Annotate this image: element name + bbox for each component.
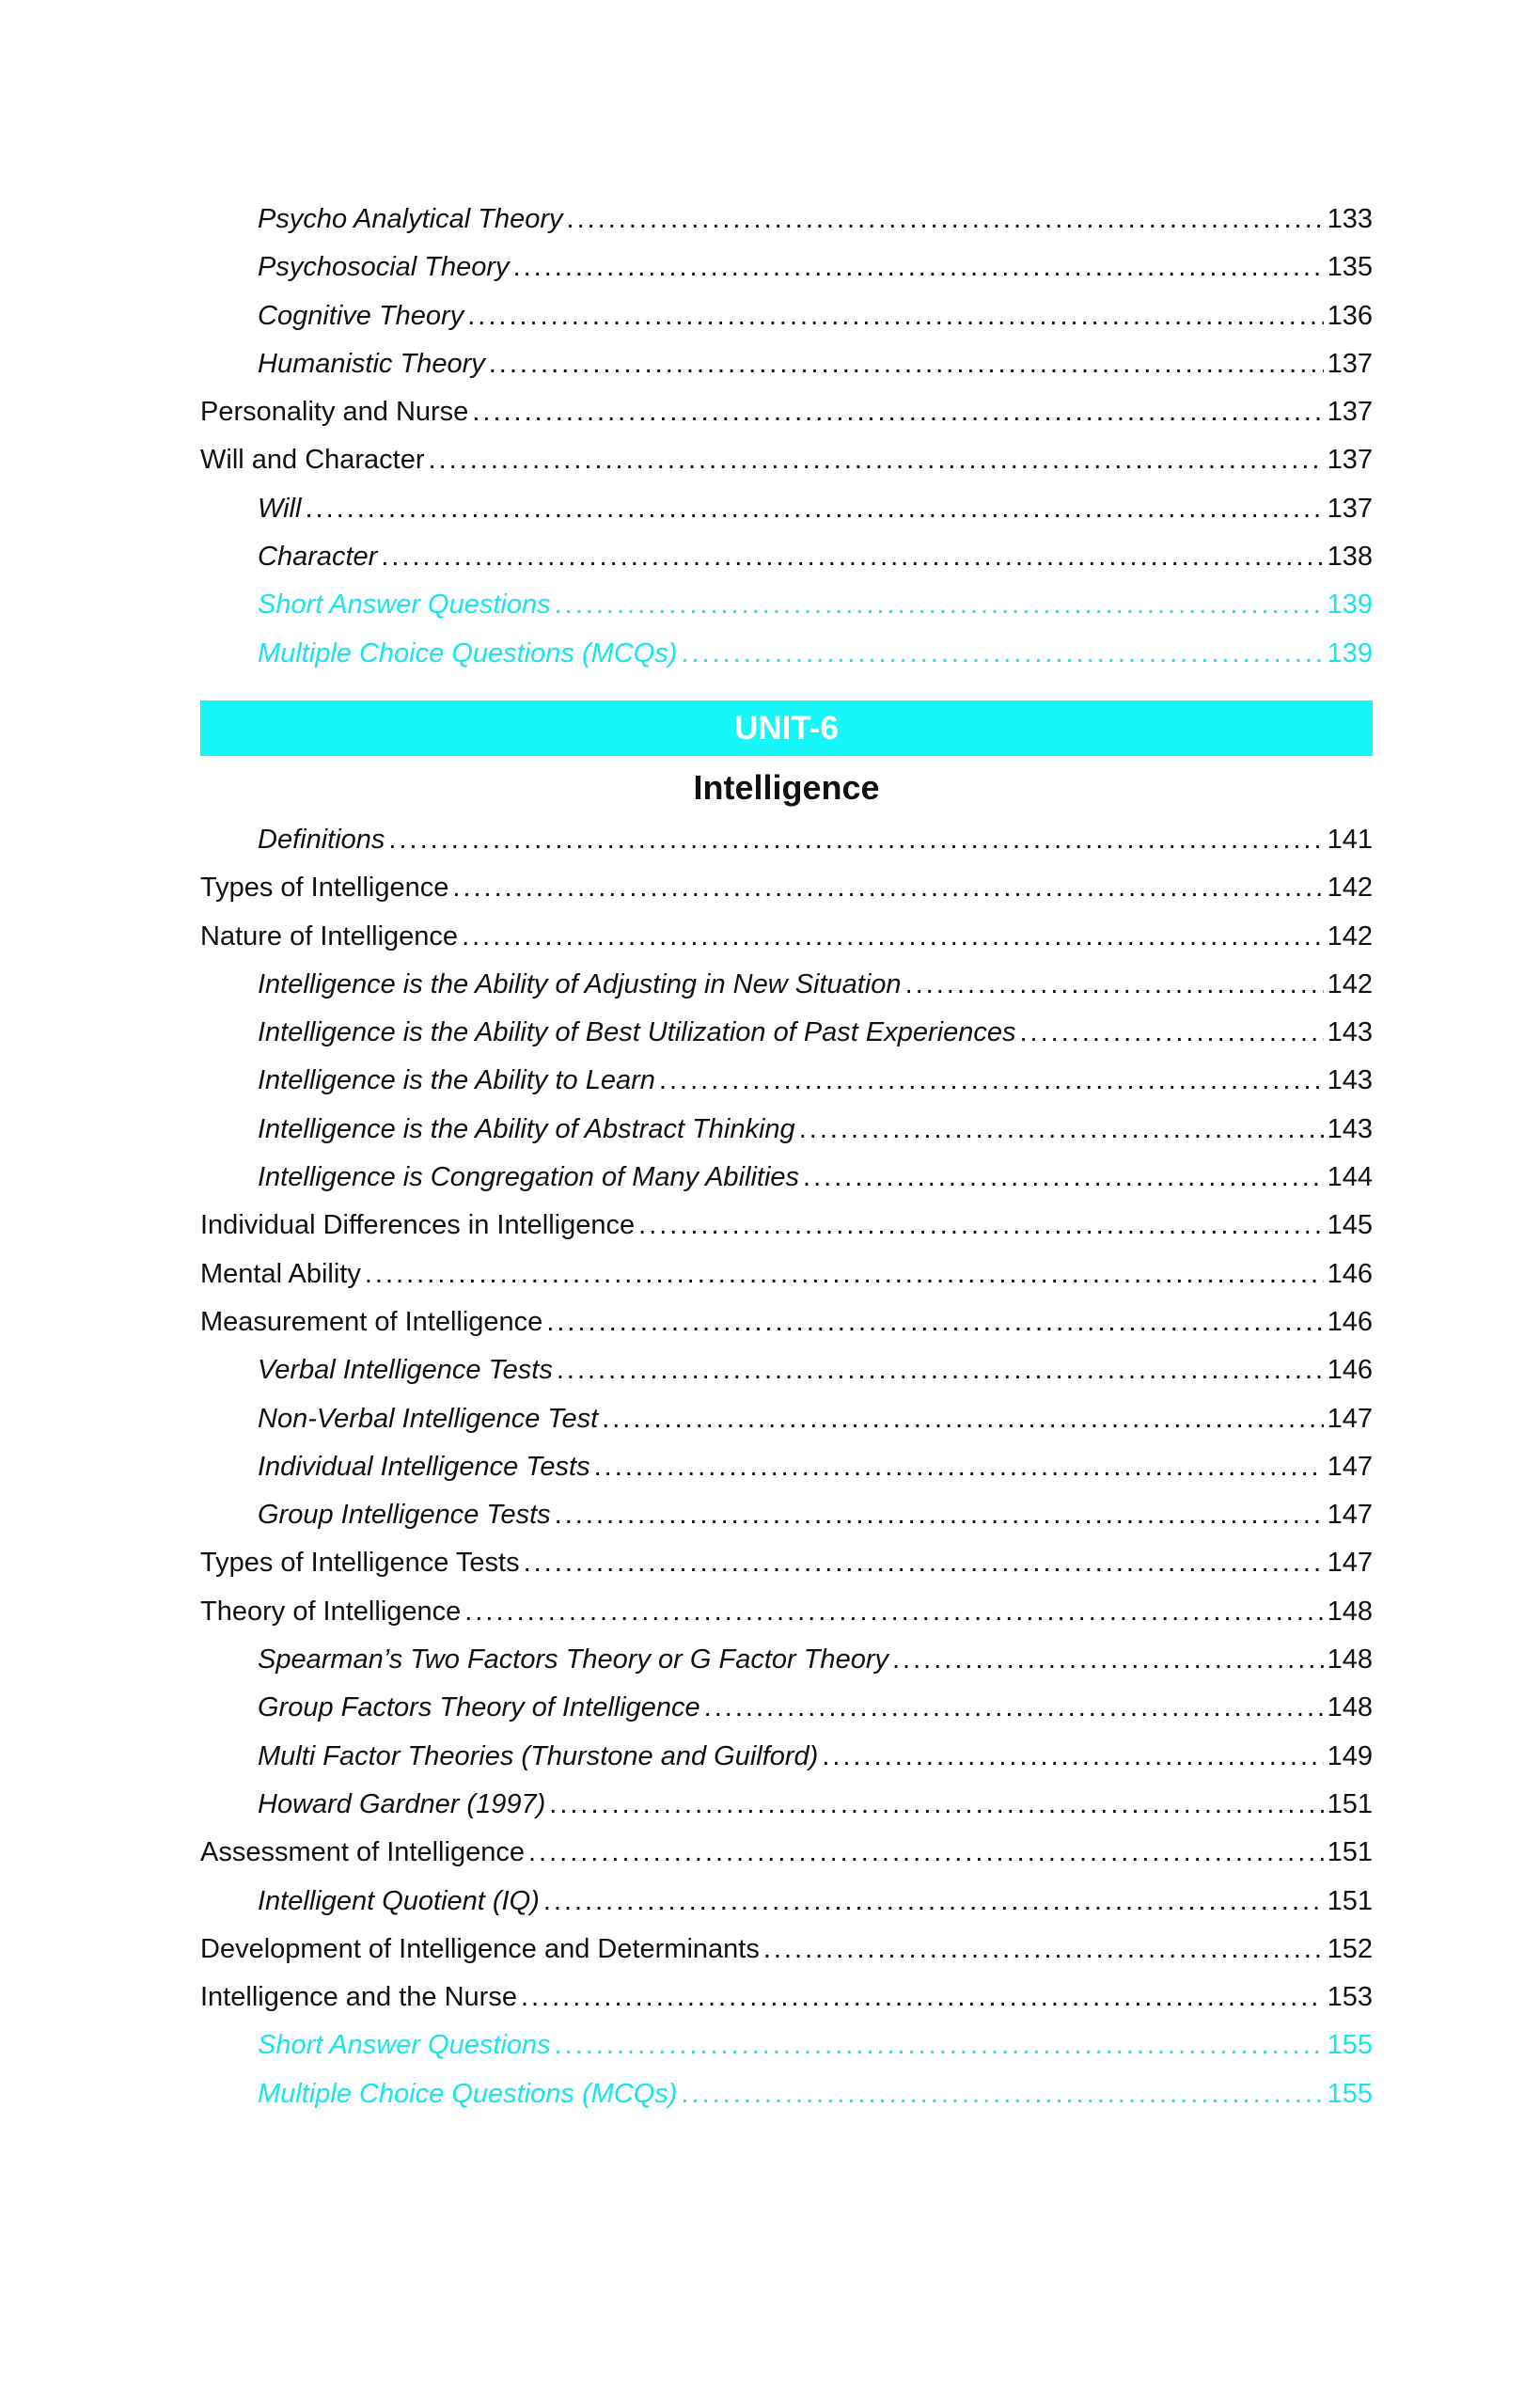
toc-entry-page: 146 — [1327, 1355, 1373, 1386]
toc-entry-page: 143 — [1327, 1017, 1373, 1048]
toc-entry-page: 151 — [1327, 1788, 1373, 1819]
toc-entry[interactable] — [200, 1106, 1373, 1154]
toc-entry-page: 147 — [1327, 1548, 1373, 1579]
toc-entry-page: 142 — [1327, 968, 1373, 999]
toc-entry[interactable] — [200, 1009, 1373, 1057]
toc-dot-leader — [381, 533, 1323, 581]
toc-entry-page: 151 — [1327, 1885, 1373, 1916]
toc-dot-leader — [638, 1202, 1323, 1250]
toc-entry[interactable] — [200, 1491, 1373, 1539]
toc-entry-page: 137 — [1327, 493, 1373, 524]
toc-entry-page: 136 — [1327, 300, 1373, 331]
toc-entry-title: Short Answer Questions — [258, 590, 551, 621]
toc-entry-page: 148 — [1327, 1644, 1373, 1675]
toc-dot-leader — [429, 436, 1324, 484]
toc-dot-leader — [467, 292, 1323, 340]
toc-entry[interactable] — [200, 1588, 1373, 1636]
toc-entry-title: Assessment of Intelligence — [200, 1837, 525, 1868]
toc-entry-title: Psychosocial Theory — [258, 252, 510, 283]
toc-dot-leader — [462, 913, 1324, 961]
toc-entry-page: 147 — [1327, 1403, 1373, 1434]
toc-entry-title: Group Factors Theory of Intelligence — [258, 1692, 700, 1723]
toc-entry-page: 142 — [1327, 920, 1373, 952]
toc-section-top — [200, 196, 1373, 678]
toc-entry-exercise[interactable] — [200, 630, 1373, 678]
toc-entry-title: Definitions — [258, 825, 385, 855]
toc-entry-title: Intelligent Quotient (IQ) — [258, 1885, 540, 1916]
toc-dot-leader — [524, 1539, 1324, 1587]
toc-entry-page: 145 — [1327, 1210, 1373, 1241]
toc-dot-leader — [546, 1298, 1323, 1346]
toc-dot-leader — [799, 1106, 1324, 1154]
toc-entry-title: Types of Intelligence Tests — [200, 1548, 520, 1579]
toc-entry-title: Personality and Nurse — [200, 397, 469, 428]
toc-dot-leader — [557, 1346, 1324, 1394]
toc-dot-leader — [555, 2022, 1324, 2069]
toc-entry[interactable] — [200, 485, 1373, 533]
toc-entry-exercise[interactable] — [200, 2022, 1373, 2069]
toc-entry-page: 143 — [1327, 1065, 1373, 1096]
toc-entry-page: 141 — [1327, 825, 1373, 855]
toc-entry-page: 147 — [1327, 1451, 1373, 1482]
toc-entry[interactable] — [200, 1395, 1373, 1443]
toc-dot-leader — [1020, 1009, 1324, 1057]
toc-entry-title: Multiple Choice Questions (MCQs) — [258, 637, 678, 669]
toc-entry-page: 144 — [1327, 1162, 1373, 1193]
toc-entry-title: Howard Gardner (1997) — [258, 1788, 546, 1819]
unit-banner — [200, 700, 1373, 756]
toc-dot-leader — [528, 1829, 1324, 1877]
toc-dot-leader — [803, 1154, 1324, 1202]
toc-entry-title: Verbal Intelligence Tests — [258, 1355, 553, 1386]
toc-entry-title: Group Intelligence Tests — [258, 1500, 551, 1531]
toc-entry[interactable] — [200, 961, 1373, 1009]
toc-entry-title: Development of Intelligence and Determinants — [200, 1933, 760, 1964]
toc-entry[interactable] — [200, 244, 1373, 291]
toc-entry-title: Individual Intelligence Tests — [258, 1451, 590, 1482]
toc-dot-leader — [521, 1974, 1324, 2022]
toc-entry[interactable] — [200, 1251, 1373, 1298]
toc-entry-title: Intelligence is Congregation of Many Abilities — [258, 1162, 800, 1193]
toc-entry-page: 137 — [1327, 397, 1373, 428]
toc-dot-leader — [594, 1443, 1324, 1491]
toc-entry-title: Non-Verbal Intelligence Test — [258, 1403, 599, 1434]
toc-entry-title: Individual Differences in Intelligence — [200, 1210, 636, 1241]
toc-entry-page: 135 — [1327, 252, 1373, 283]
toc-entry-title: Nature of Intelligence — [200, 920, 459, 952]
toc-entry-title: Theory of Intelligence — [200, 1596, 462, 1627]
toc-entry-exercise[interactable] — [200, 2070, 1373, 2118]
toc-entry-page: 153 — [1327, 1982, 1373, 2013]
toc-entry-title: Short Answer Questions — [258, 2030, 551, 2061]
toc-entry[interactable] — [200, 1202, 1373, 1250]
toc-dot-leader — [822, 1733, 1323, 1781]
toc-entry[interactable] — [200, 864, 1373, 912]
toc-dot-leader — [365, 1251, 1324, 1298]
toc-entry[interactable] — [200, 1974, 1373, 2022]
toc-entry[interactable] — [200, 1443, 1373, 1491]
toc-entry-title: Psycho Analytical Theory — [258, 204, 563, 234]
toc-entry[interactable] — [200, 1539, 1373, 1587]
unit-title: Intelligence — [693, 768, 880, 807]
toc-entry-page: 137 — [1327, 445, 1373, 476]
toc-entry-title: Measurement of Intelligence — [200, 1306, 543, 1337]
toc-dot-leader — [388, 816, 1323, 864]
toc-entry-page: 151 — [1327, 1837, 1373, 1868]
toc-dot-leader — [659, 1057, 1324, 1105]
unit-label: UNIT-6 — [734, 710, 839, 747]
toc-section-bottom — [200, 816, 1373, 2118]
toc-dot-leader — [602, 1395, 1323, 1443]
toc-dot-leader — [472, 388, 1323, 436]
toc-entry-title: Multi Factor Theories (Thurstone and Guilford) — [258, 1740, 819, 1771]
toc-entry-page: 137 — [1327, 348, 1373, 379]
toc-entry-title: Intelligence is the Ability of Abstract Thinking — [258, 1113, 795, 1144]
toc-entry[interactable] — [200, 340, 1373, 388]
toc-dot-leader — [549, 1781, 1323, 1829]
toc-entry-page: 133 — [1327, 204, 1373, 234]
toc-entry[interactable] — [200, 1636, 1373, 1684]
toc-entry-title: Cognitive Theory — [258, 300, 464, 331]
toc-entry-title: Will and Character — [200, 445, 425, 476]
toc-entry-page: 142 — [1327, 873, 1373, 904]
toc-entry-page: 148 — [1327, 1692, 1373, 1723]
toc-dot-leader — [905, 961, 1324, 1009]
toc-entry-page: 148 — [1327, 1596, 1373, 1627]
toc-dot-leader — [555, 1491, 1324, 1539]
toc-entry-page: 138 — [1327, 542, 1373, 573]
toc-dot-leader — [489, 340, 1324, 388]
toc-dot-leader — [543, 1878, 1324, 1926]
toc-dot-leader — [464, 1588, 1323, 1636]
toc-entry-title: Mental Ability — [200, 1258, 361, 1289]
toc-entry[interactable] — [200, 292, 1373, 340]
toc-dot-leader — [763, 1926, 1324, 1974]
toc-entry-title: Intelligence is the Ability of Adjusting in New Situation — [258, 968, 902, 999]
toc-entry-page: 155 — [1327, 2030, 1373, 2061]
toc-dot-leader — [704, 1684, 1324, 1732]
toc-entry[interactable] — [200, 1346, 1373, 1394]
toc-entry[interactable] — [200, 816, 1373, 864]
toc-entry[interactable] — [200, 436, 1373, 484]
toc-entry[interactable] — [200, 1926, 1373, 1974]
toc-dot-leader — [513, 244, 1324, 291]
toc-entry[interactable] — [200, 1298, 1373, 1346]
toc-entry[interactable] — [200, 1829, 1373, 1877]
toc-dot-leader — [567, 196, 1324, 244]
toc-entry[interactable] — [200, 1733, 1373, 1781]
toc-entry[interactable] — [200, 388, 1373, 436]
toc-dot-leader — [555, 581, 1324, 629]
toc-entry-title: Character — [258, 542, 378, 573]
toc-dot-leader — [681, 2070, 1323, 2118]
toc-dot-leader — [892, 1636, 1324, 1684]
toc-entry[interactable] — [200, 1781, 1373, 1829]
toc-entry-title: Multiple Choice Questions (MCQs) — [258, 2078, 678, 2109]
toc-entry-title: Types of Intelligence — [200, 873, 449, 904]
toc-entry-title: Humanistic Theory — [258, 348, 485, 379]
toc-dot-leader — [305, 485, 1323, 533]
toc-entry-page: 139 — [1327, 637, 1373, 669]
toc-entry-title: Spearman’s Two Factors Theory or G Factor Theory — [258, 1644, 888, 1675]
toc-entry-page: 155 — [1327, 2078, 1373, 2109]
toc-dot-leader — [452, 864, 1323, 912]
toc-entry-page: 147 — [1327, 1500, 1373, 1531]
toc-entry[interactable] — [200, 1154, 1373, 1202]
toc-entry-title: Intelligence and the Nurse — [200, 1982, 517, 2013]
toc-entry-title: Will — [258, 493, 302, 524]
toc-entry[interactable] — [200, 196, 1373, 244]
toc-entry-page: 139 — [1327, 590, 1373, 621]
toc-entry-page: 149 — [1327, 1740, 1373, 1771]
toc-entry[interactable] — [200, 1878, 1373, 1926]
toc-entry-page: 146 — [1327, 1258, 1373, 1289]
toc-entry[interactable] — [200, 1684, 1373, 1732]
toc-entry[interactable] — [200, 533, 1373, 581]
toc-entry-page: 152 — [1327, 1933, 1373, 1964]
toc-entry[interactable] — [200, 1057, 1373, 1105]
toc-entry[interactable] — [200, 913, 1373, 961]
toc-entry-title: Intelligence is the Ability of Best Utilization of Past Experiences — [258, 1017, 1016, 1048]
toc-dot-leader — [681, 630, 1323, 678]
toc-entry-page: 146 — [1327, 1306, 1373, 1337]
toc-entry-page: 143 — [1327, 1113, 1373, 1144]
toc-entry-exercise[interactable] — [200, 581, 1373, 629]
toc-entry-title: Intelligence is the Ability to Learn — [258, 1065, 655, 1096]
